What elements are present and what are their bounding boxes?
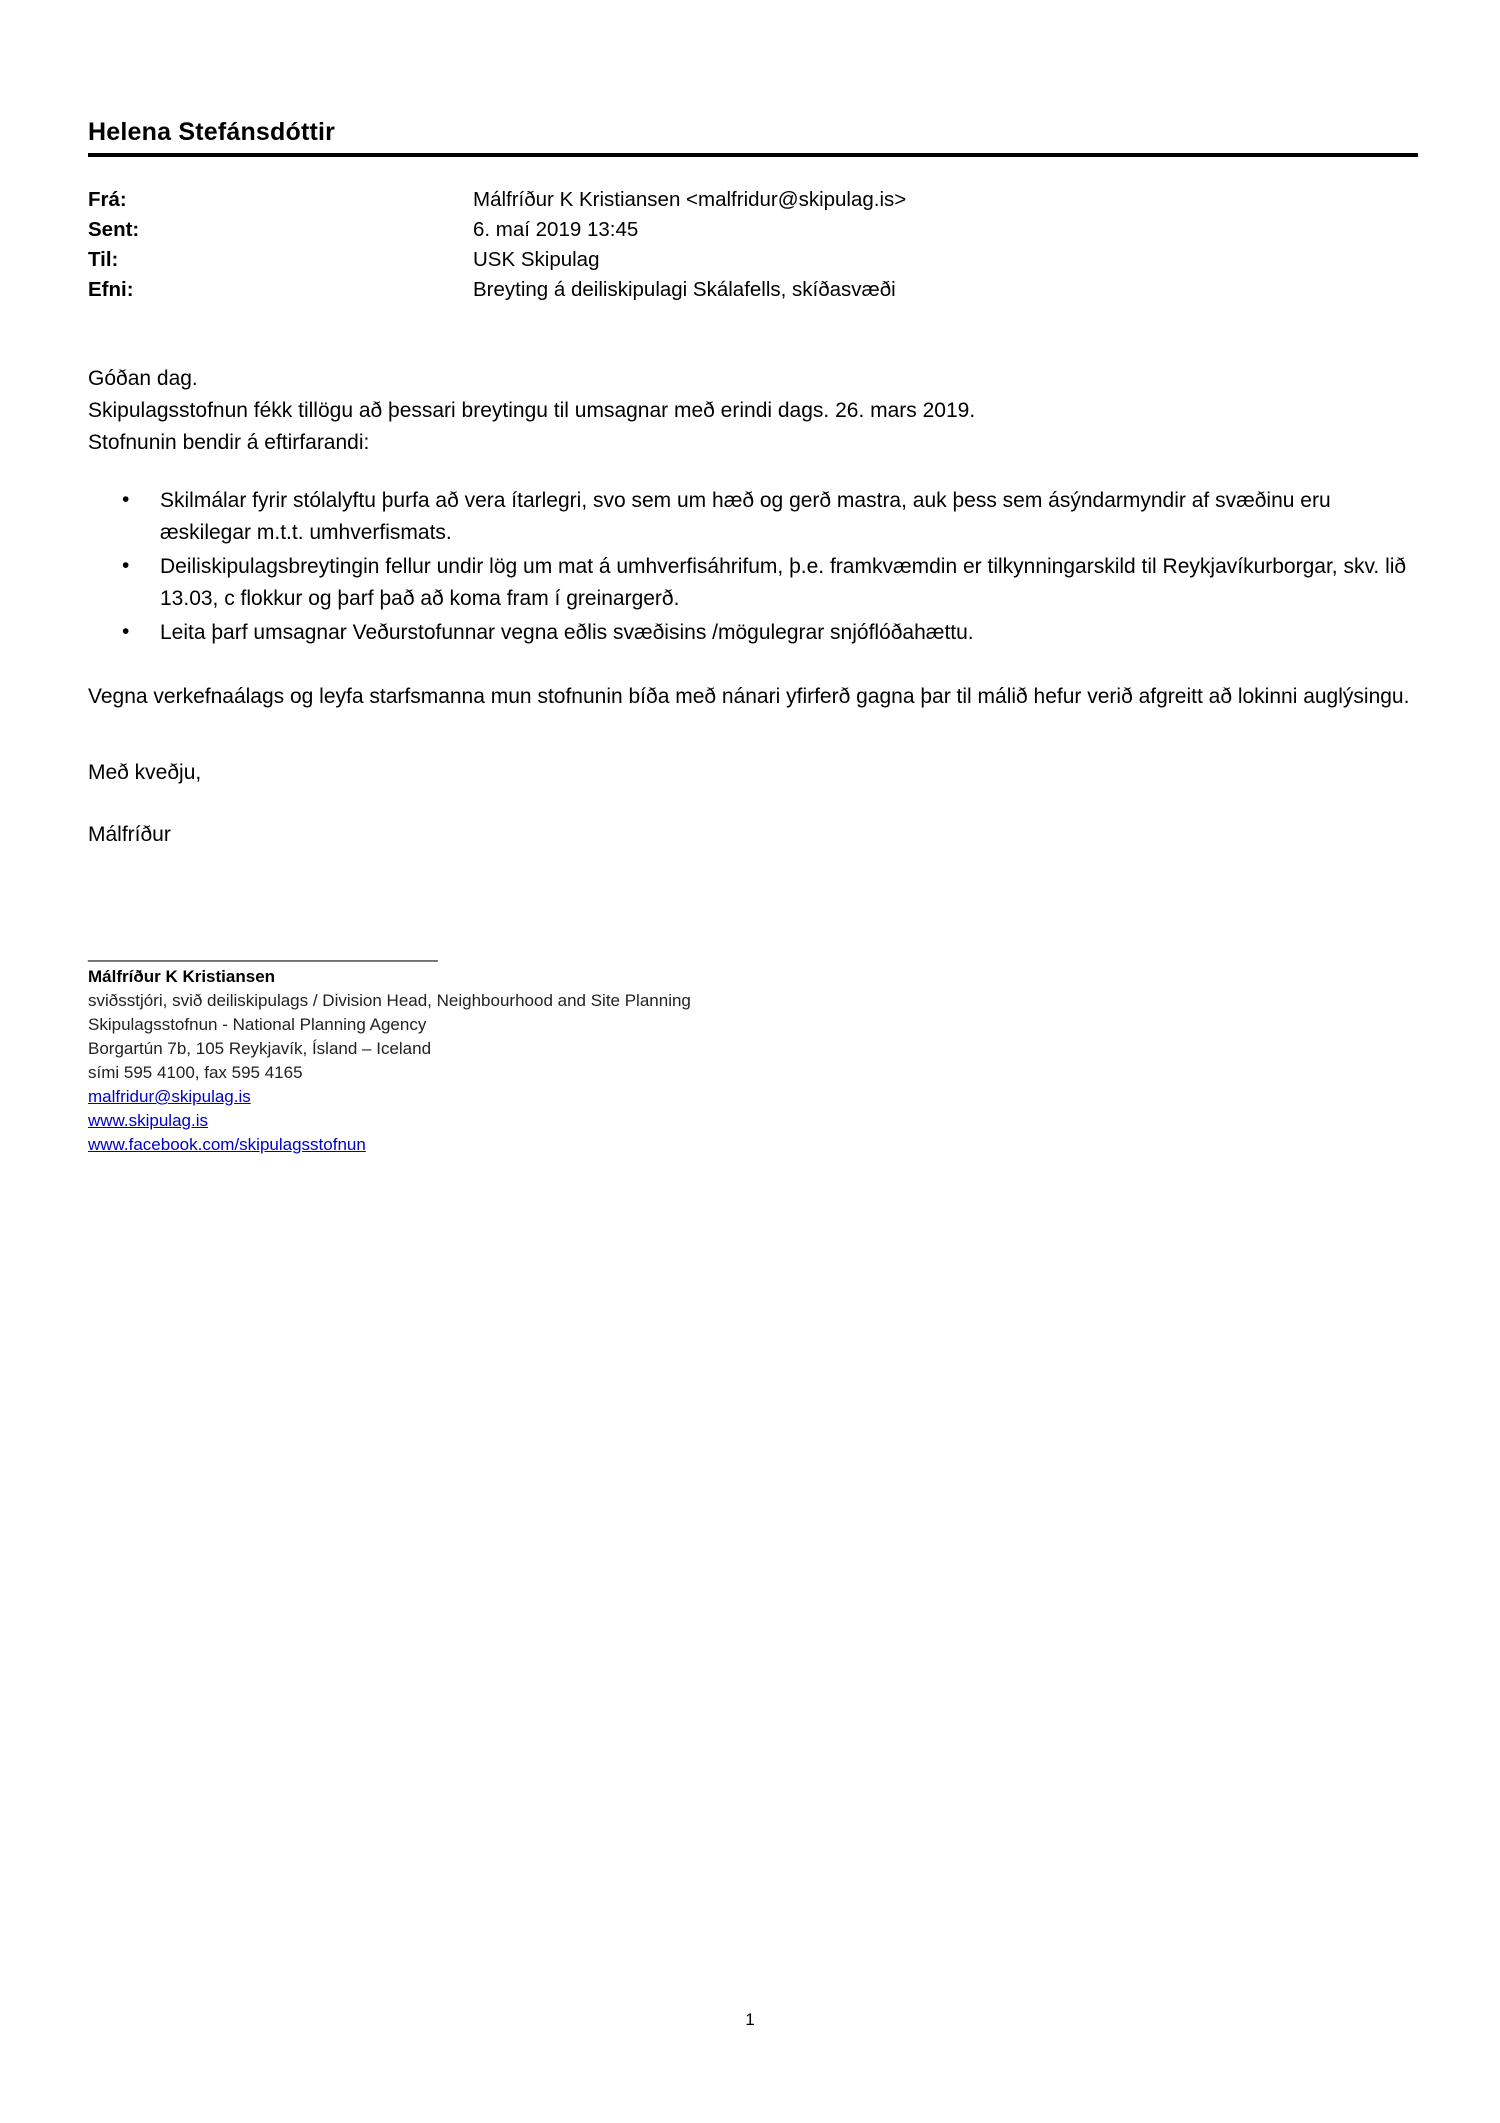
body-spacer	[88, 651, 1418, 681]
signature-role: sviðsstjóri, svið deiliskipulags / Division Head, Neighbourhood and Site Planning	[88, 991, 691, 1010]
body-intro-line-2: Stofnunin bendir á eftirfarandi:	[88, 431, 370, 454]
signature-name: Málfríður K Kristiansen	[88, 967, 276, 986]
header-value-sent: 6. maí 2019 13:45	[473, 218, 639, 241]
document-content	[88, 118, 1418, 1157]
body-paragraph: Vegna verkefnaálags og leyfa starfsmanna mun stofnunin bíða með nánari yfirferð gagna þar til málið hefur verið afgreitt að lokinni auglýsingu.	[88, 685, 1410, 708]
signature-address: Borgartún 7b, 105 Reykjavík, Ísland – Iceland	[88, 1039, 432, 1058]
header-label-from: Frá:	[88, 188, 127, 211]
header-value-from: Málfríður K Kristiansen <malfridur@skipulag.is>	[473, 188, 907, 211]
header-label-to: Til:	[88, 248, 119, 271]
signature-facebook-link[interactable]: www.facebook.com/skipulagsstofnun	[88, 1135, 366, 1154]
header-row-subject	[88, 275, 906, 305]
header-label-subject: Efni:	[88, 278, 134, 301]
body-spacer-3	[88, 789, 1418, 819]
list-item: • Deiliskipulagsbreytingin fellur undir lög um mat á umhverfisáhrifum, þ.e. framkvæmdin er tilkynningarskild til Reykjavíkurborgar, skv. lið 13.03, c flokkur og þarf það að koma fram í greinargerð.	[160, 551, 1418, 615]
signature-email-link[interactable]: malfridur@skipulag.is	[88, 1087, 251, 1106]
header-value-to: USK Skipulag	[473, 248, 600, 271]
header-label-sent: Sent:	[88, 218, 140, 241]
list-item: • Skilmálar fyrir stólalyftu þurfa að vera ítarlegri, svo sem um hæð og gerð mastra, auk þess sem ásýndarmyndir af svæðinu eru æskilegar m.t.t. umhverfismats.	[160, 485, 1418, 549]
email-body	[88, 363, 1418, 851]
body-intro-line-1: Skipulagsstofnun fékk tillögu að þessari breytingu til umsagnar með erindi dags. 26. mars 2019.	[88, 399, 976, 422]
signature-phone: sími 595 4100, fax 595 4165	[88, 1063, 303, 1082]
page-title: Helena Stefánsdóttir	[88, 118, 336, 146]
title-divider	[88, 153, 1418, 157]
signature-website-link[interactable]: www.skipulag.is	[88, 1111, 208, 1130]
header-value-subject: Breyting á deiliskipulagi Skálafells, skíðasvæði	[473, 278, 896, 301]
signature-organisation: Skipulagsstofnun - National Planning Agency	[88, 1015, 427, 1034]
page-number: 1	[745, 2010, 755, 2029]
header-row-from	[88, 185, 906, 215]
list-item: • Leita þarf umsagnar Veðurstofunnar vegna eðlis svæðisins /mögulegrar snjóflóðahættu.	[160, 617, 1418, 649]
body-sender-name: Málfríður	[88, 823, 171, 846]
header-row-to	[88, 245, 906, 275]
signature-divider: _______________________________________	[88, 943, 438, 962]
body-closing: Með kveðju,	[88, 761, 202, 784]
body-greeting: Góðan dag.	[88, 367, 198, 390]
body-bullet-list	[88, 485, 1418, 649]
email-header-fields	[88, 185, 906, 305]
signature-block	[88, 943, 1418, 1157]
header-row-sent	[88, 215, 906, 245]
body-spacer-2	[88, 713, 1418, 757]
